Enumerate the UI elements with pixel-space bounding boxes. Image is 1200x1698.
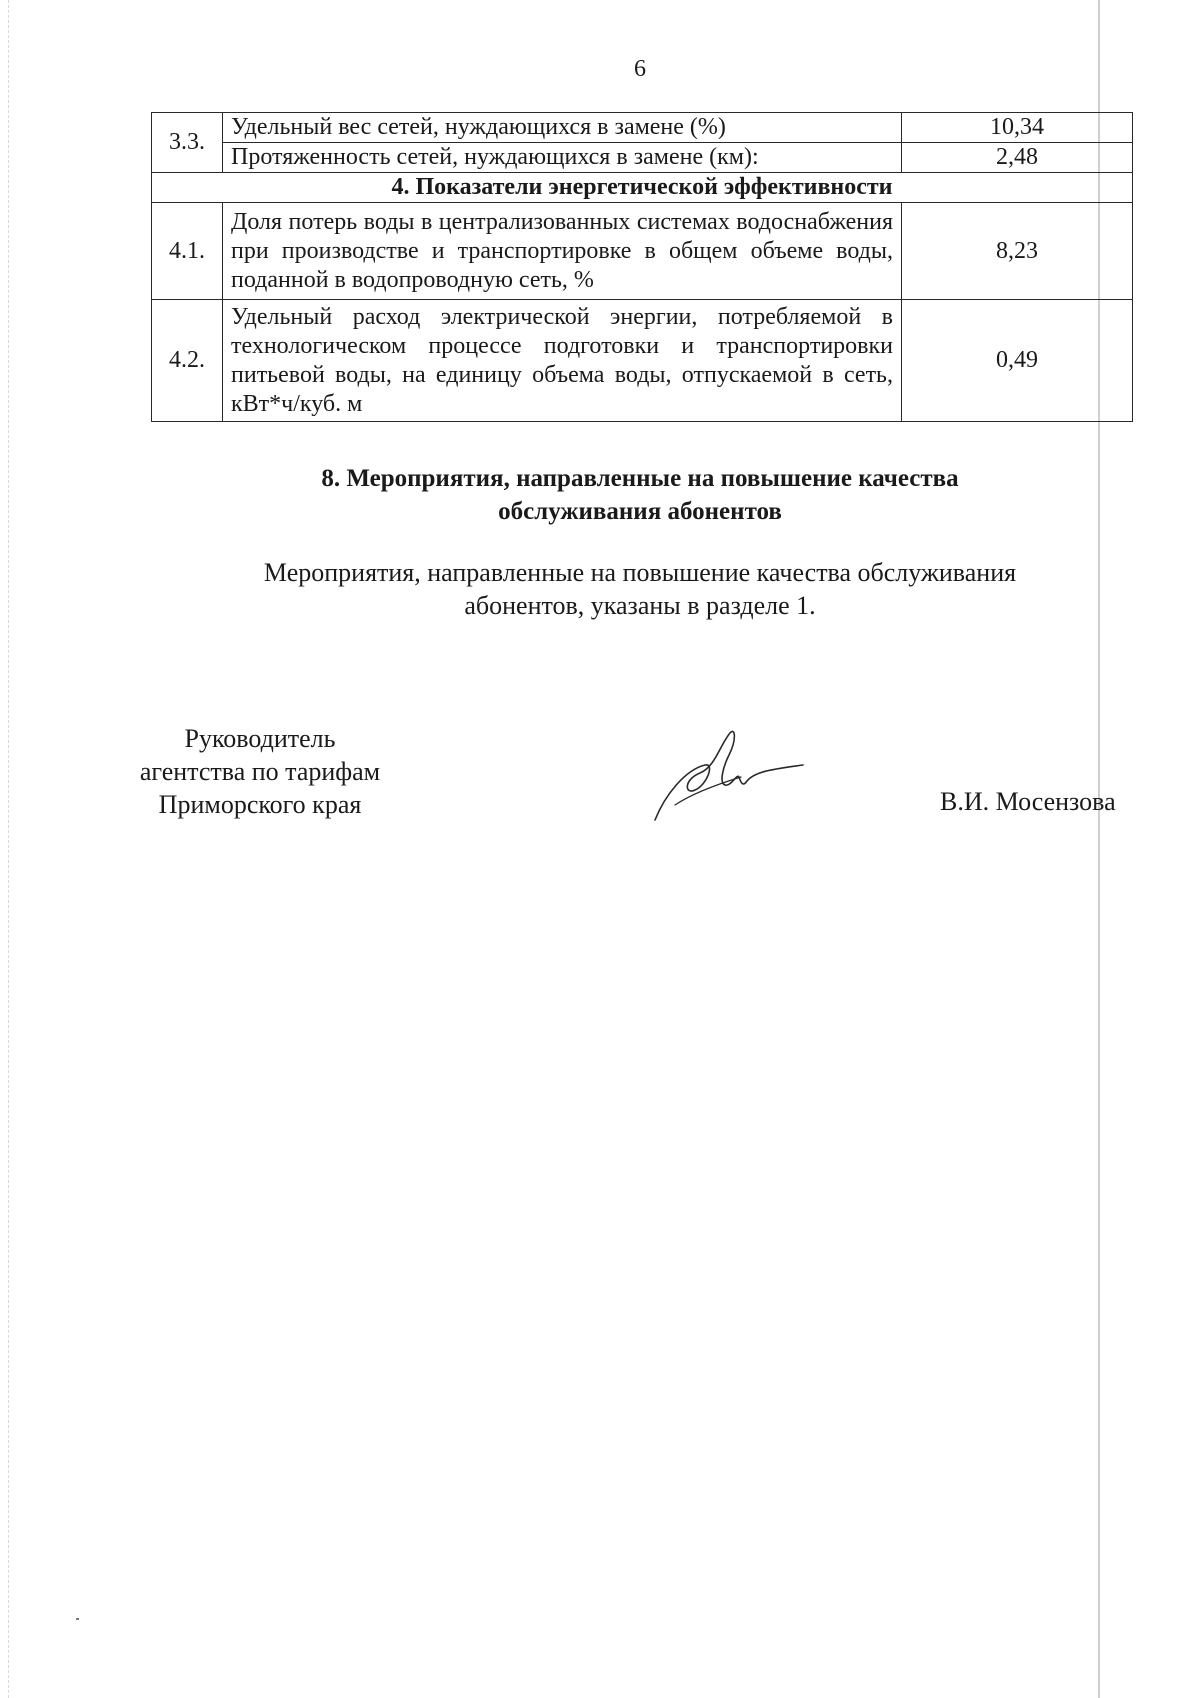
indicator-description-cell: Протяженность сетей, нуждающихся в замене (км): [223, 143, 902, 173]
signatory-title-line: Приморского края [158, 790, 362, 819]
handwritten-signature [645, 725, 805, 825]
indicator-description-cell: Удельный вес сетей, нуждающихся в замене (%) [223, 113, 902, 143]
table-row [152, 300, 1133, 422]
section-heading-line: обслуживания абонентов [498, 498, 782, 525]
page-number: 6 [634, 56, 646, 82]
scan-speck [76, 1618, 79, 1620]
signatory-name: В.И. Мосензова [940, 787, 1116, 816]
section-heading [150, 462, 1130, 528]
row-number-cell: 4.1. [152, 203, 223, 300]
signatory-title-line: Руководитель [184, 724, 336, 753]
row-number-cell: 3.3. [152, 113, 223, 173]
indicator-description-cell: Удельный расход электрической энергии, потребляемой в технологическом процессе подготовки и транспортировки питьевой воды, на единицу объема воды, отпускаемой в сеть, кВт*ч/куб. м [223, 300, 902, 422]
signatory-title-line: агентства по тарифам [139, 757, 381, 786]
section-text-line: Мероприятия, направленные на повышение качества обслуживания [263, 558, 1017, 587]
indicator-value-cell: 8,23 [902, 203, 1133, 300]
scan-edge-line [8, 0, 9, 1698]
indicator-value-cell: 10,34 [902, 113, 1133, 143]
indicators-table [151, 112, 1133, 422]
row-number-cell: 4.2. [152, 300, 223, 422]
table-section-heading: 4. Показатели энергетической эффективности [152, 173, 1133, 203]
indicator-value-cell: 2,48 [902, 143, 1133, 173]
table-row [152, 113, 1133, 143]
signatory-position [130, 722, 390, 821]
indicator-value-cell: 0,49 [902, 300, 1133, 422]
indicator-description-cell: Доля потерь воды в централизованных системах водоснабжения при производстве и транспортировке в общем объеме воды, поданной в водопроводную сеть, % [223, 203, 902, 300]
section-body-text [180, 556, 1100, 622]
section-text-line: абонентов, указаны в разделе 1. [464, 591, 816, 620]
section-heading-line: 8. Мероприятия, направленные на повышение качества [321, 465, 959, 492]
table-row [152, 203, 1133, 300]
table-row [152, 143, 1133, 173]
table-section-row [152, 173, 1133, 203]
